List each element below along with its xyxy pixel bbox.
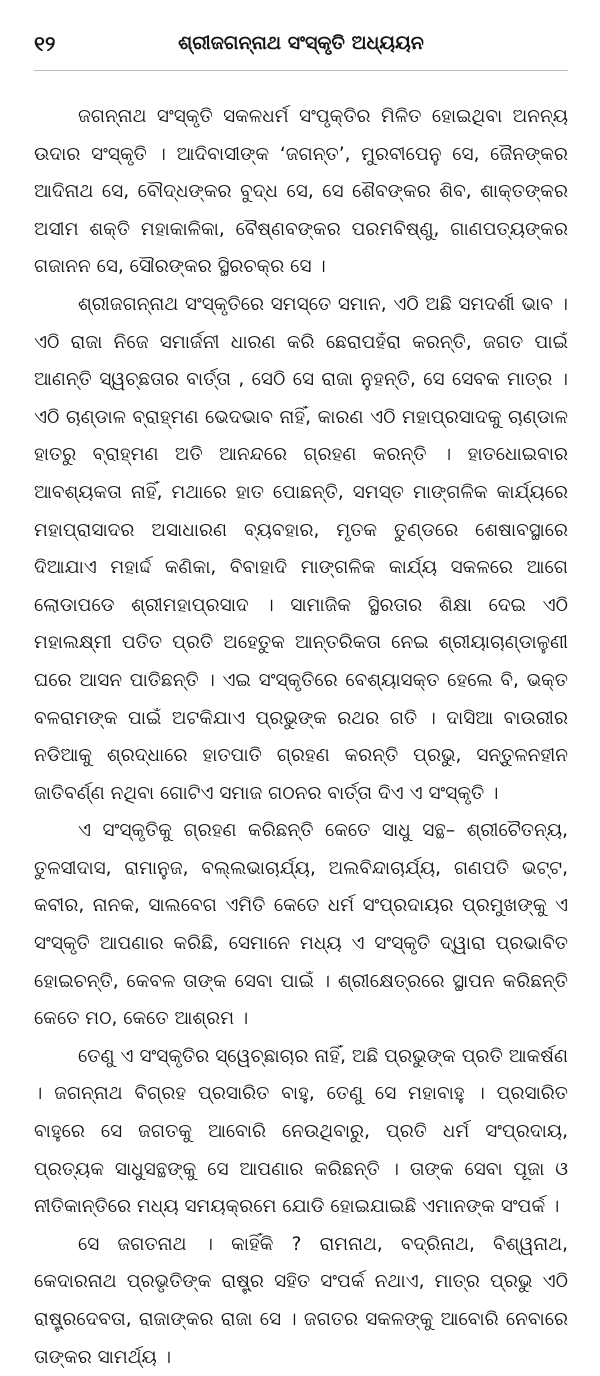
body-text <box>34 98 568 1376</box>
running-head: ଶ୍ରୀଜଗନ୍ନାଥ ସଂସ୍କୃତି ଅଧ୍ୟୟନ <box>178 32 424 54</box>
paragraph: ତେଣୁ ଏ ସଂସ୍କୃତିର ସ୍ୱେଚ୍ଛାଚାର ନାହିଁ, ଅଛି ପ୍ରଭୁଙ୍କ ପ୍ରତି ଆକର୍ଷଣ । ଜଗନ୍ନାଥ ବିଗ୍ରହ ପ୍ରସାରିତ ବାହୁ, ତେଣୁ ସେ ମହାବାହୁ । ପ୍ରସାରିତ ବାହୁରେ ସେ ଜଗତକୁ ଆବୋରି ନେଉଥିବାରୁ, ପ୍ରତି ଧର୍ମ ସଂପ୍ରଦାୟ, ପ୍ରତ୍ୟକ ସାଧୁସନ୍ଥଙ୍କୁ ସେ ଆପଣାର କରିଛନ୍ତି । ତାଙ୍କ ସେବା ପୂଜା ଓ ନୀତିକାନ୍ତିରେ ମଧ୍ୟ ସମୟକ୍ରମେ ଯୋଡି ହୋଇଯାଇଛି ଏମାନଙ୍କ ସଂପର୍କ । <box>34 1045 568 1218</box>
paragraph: ସେ ଜଗତନାଥ । କାହିଁକି ? ରାମନାଥ, ବଦ୍ରିନାଥ, ବିଶ୍ୱନାଥ, କେଦାରନାଥ ପ୍ରଭୃତିଙ୍କ ରାଷ୍ଟ୍ର ସହିତ ସଂପର୍କ ନଥାଏ, ମାତ୍ର ପ୍ରଭୁ ଏଠି ରାଷ୍ଟ୍ରଦେବତା, ରାଜାଙ୍କର ରାଜା ସେ । ଜଗତର ସକଳଙ୍କୁ ଆବୋରି ନେବାରେ ତାଙ୍କର ସାମର୍ଥ୍ୟ । <box>34 1233 568 1368</box>
paragraph: ଜଗନ୍ନାଥ ସଂସ୍କୃତି ସକଳଧର୍ମ ସଂପୃକ୍ତିର ମିଳିତ ହୋଇଥିବା ଅନନ୍ୟ ଉଦାର ସଂସ୍କୃତି । ଆଦିବାସୀଙ୍କ ‘ଜଗନ୍ତ’, ମୁରବୀପେନୁ ସେ, ଜୈନଙ୍କର ଆଦିନାଥ ସେ, ବୌଦ୍ଧଙ୍କର ବୁଦ୍ଧ ସେ, ସେ ଶୈବଙ୍କର ଶିବ, ଶାକ୍ତଙ୍କର ଅସୀମ ଶକ୍ତି ମହାକାଳିକା, ବୈଷ୍ଣବଙ୍କର ପରମବିଷ୍ଣୁ, ଗାଣପତ୍ୟଙ୍କର ଗଜାନନ ସେ, ସୌରଙ୍କର ସ୍ଥିରଚକ୍ର ସେ । <box>34 106 568 278</box>
page-number: ୧୨ <box>34 32 56 56</box>
paragraph: ଶ୍ରୀଜଗନ୍ନାଥ ସଂସ୍କୃତିରେ ସମସ୍ତେ ସମାନ, ଏଠି ଅଛି ସମଦର୍ଶୀ ଭାବ । ଏଠି ରାଜା ନିଜେ ସମାର୍ଜନୀ ଧାରଣ କରି ଛେରାପହଁରା କରନ୍ତି, ଜଗତ ପାଇଁ ଆଣନ୍ତି ସ୍ୱଚ୍ଛତାର ବାର୍ତ୍ତା , ସେଠି ସେ ରାଜା ନୁହନ୍ତି, ସେ ସେବକ ମାତ୍ର । ଏଠି ଚାଣ୍ଡାଳ ବ୍ରାହ୍ମଣ ଭେଦଭାବ ନାହିଁ, କାରଣ ଏଠି ମହାପ୍ରସାଦକୁ ଚାଣ୍ଡାଳ ହାତରୁ ବ୍ରାହ୍ମଣ ଅତି ଆନନ୍ଦରେ ଗ୍ରହଣ କରନ୍ତି । ହାତଧୋଇବାର ଆବଶ୍ୟକତା ନାହିଁ, ମଥାରେ ହାତ ପୋଛନ୍ତି, ସମସ୍ତ ମାଙ୍ଗଳିକ କାର୍ଯ୍ୟରେ ମହାପ୍ରାସାଦର ଅସାଧାରଣ ବ୍ୟବହାର, ମୃତକ ତୁଣ୍ଡରେ ଶେଷାବସ୍ଥାରେ ଦିଆଯାଏ ମହାର୍ଦ୍ଦ କଣିକା, ବିବାହାଦି ମାଙ୍ଗଳିକ କାର୍ଯ୍ୟ ସକଳରେ ଆଗେ ଲୋଡାପଡେ ଶ୍ରୀମହାପ୍ରସାଦ । ସାମାଜିକ ସ୍ଥିରତାର ଶିକ୍ଷା ଦେଇ ଏଠି ମହାଲକ୍ଷ୍ମୀ ପତିତ ପ୍ରତି ଅହେତୁକ ଆନ୍ତରିକତା ନେଇ ଶ୍ରୀୟାଚାଣ୍ଡାଳୁଣୀ ଘରେ ଆସନ ପାତିଛନ୍ତି । ଏଇ ସଂସ୍କୃତିରେ ବେଶ୍ୟାସକ୍ତ ହେଲେ ବି, ଭକ୍ତ ବଳରାମଙ୍କ ପାଇଁ ଅଟକିଯାଏ ପ୍ରଭୁଙ୍କ ରଥର ଗତି । ଦାସିଆ ବାଉରୀର ନଡିଆକୁ ଶ୍ରଦ୍ଧାରେ ହାତପାତି ଗ୍ରହଣ କରନ୍ତି ପ୍ରଭୁ, ସନ୍ତୁଳନହୀନ ଜାତିବର୍ଣ୍ଣ ନଥିବା ଗୋଟିଏ ସମାଜ ଗଠନର ବାର୍ତ୍ତା ଦିଏ ଏ ସଂସ୍କୃତି । <box>34 293 568 804</box>
paragraph: ଏ ସଂସ୍କୃତିକୁ ଗ୍ରହଣ କରିଛନ୍ତି କେତେ ସାଧୁ ସନ୍ଥ– ଶ୍ରୀଚୈତନ୍ୟ, ତୁଳସୀଦାସ, ରାମାନୁଜ, ବଲ୍ଲଭାଚାର୍ଯ୍ୟ, ଅଲବିନ୍ଦାଚାର୍ଯ୍ୟ, ଗଣପତି ଭଟ୍ଟ, କବୀର, ନାନକ, ସାଲବେଗ ଏମିତି କେତେ ଧର୍ମ ସଂପ୍ରଦାୟର ପ୍ରମୁଖଙ୍କୁ ଏ ସଂସ୍କୃତି ଆପଣାର କରିଛି, ସେମାନେ ମଧ୍ୟ ଏ ସଂସ୍କୃତି ଦ୍ୱାରା ପ୍ରଭାବିତ ହୋଇଚନ୍ତି, କେବଳ ତାଙ୍କ ସେବା ପାଇଁ । ଶ୍ରୀକ୍ଷେତ୍ରରେ ସ୍ଥାପନ କରିଛନ୍ତି କେତେ ମଠ, କେତେ ଆଶ୍ରମ । <box>34 820 568 1030</box>
page-header <box>34 0 568 71</box>
